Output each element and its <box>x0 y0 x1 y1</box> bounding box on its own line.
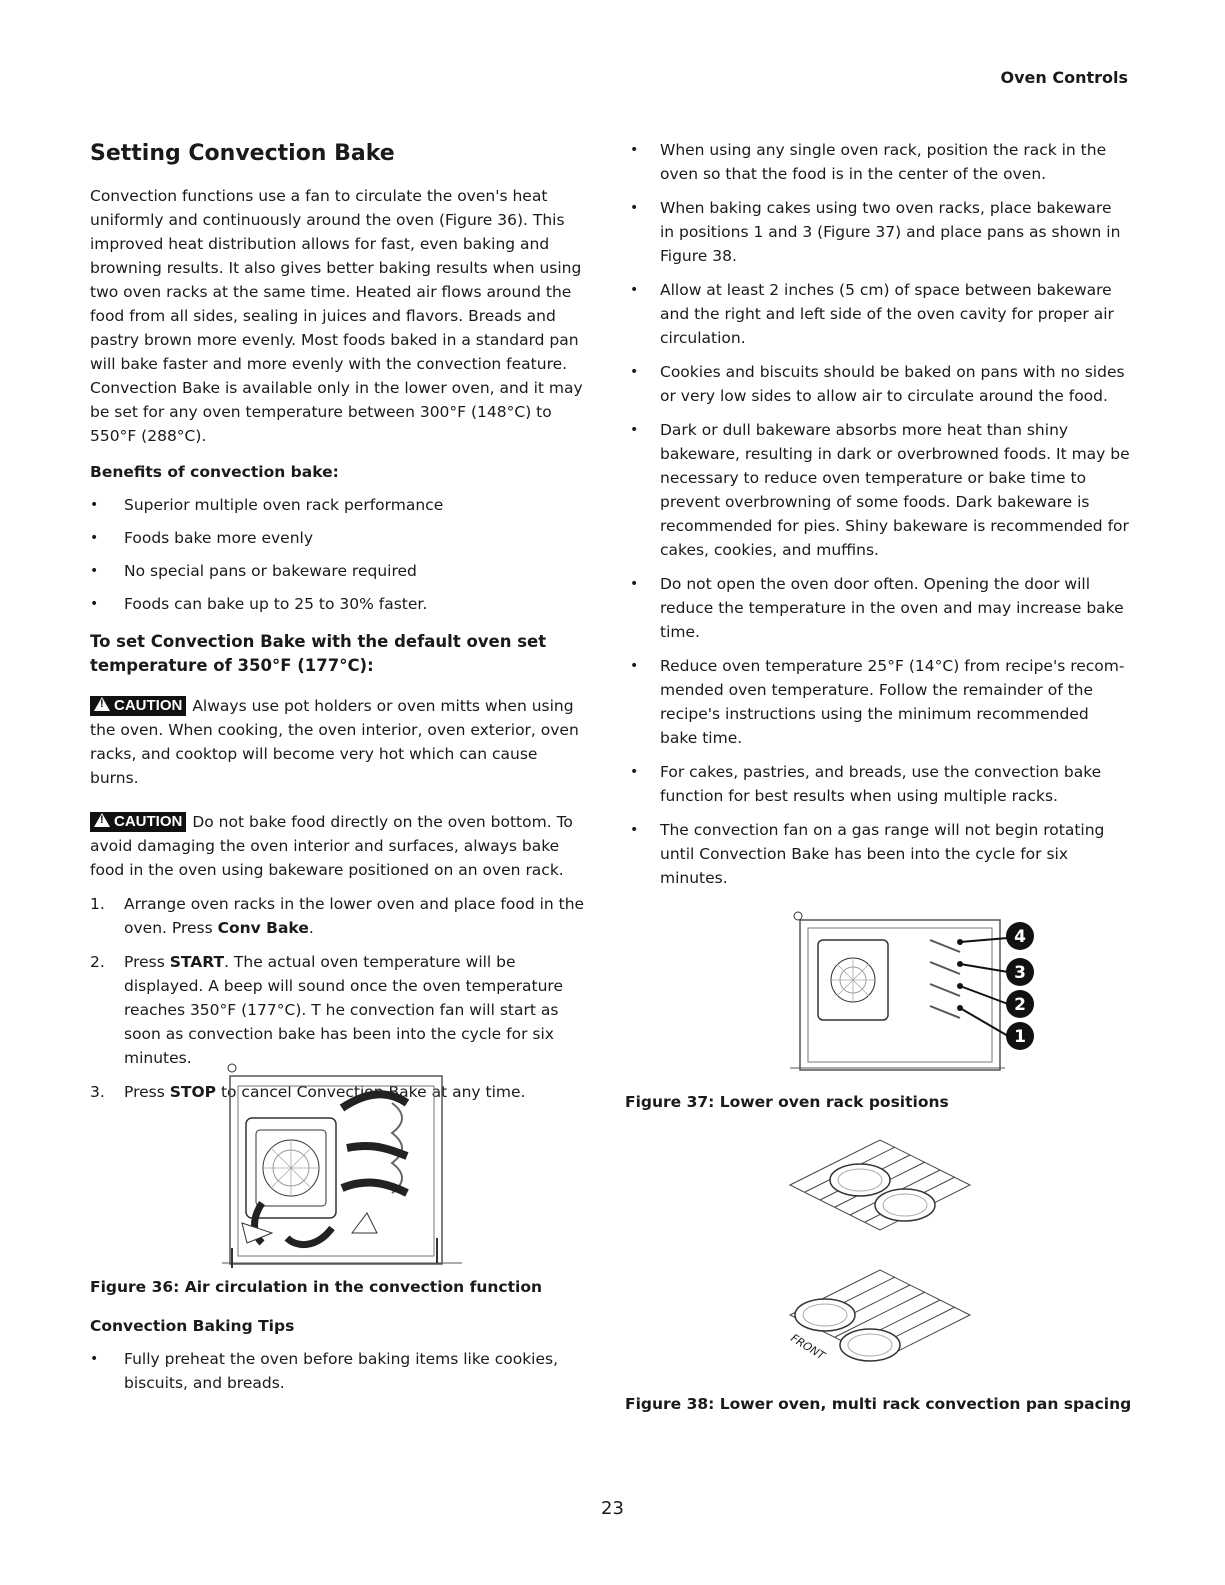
list-item: • Do not open the oven door often. Opening the door will reduce the temperature in the oven and may increase bake time. <box>630 572 1130 644</box>
step-item <box>90 892 590 940</box>
figure-38-pan-spacing <box>785 1135 975 1385</box>
procedure-heading: To set Convection Bake with the default oven set temperature of 350°F (177°C): <box>90 632 547 675</box>
tips-list <box>90 1347 590 1395</box>
left-column <box>90 136 590 1104</box>
step-text: Press <box>124 953 170 971</box>
right-column <box>630 138 1130 900</box>
key-label: START <box>169 953 225 971</box>
list-item: • When baking cakes using two oven racks, place bakeware in positions 1 and 3 (Figure 37) and place pans as shown in Figure 38. <box>630 196 1130 268</box>
step-number: 1. <box>90 895 105 913</box>
right-tips-list <box>630 138 1130 890</box>
warning-triangle-icon <box>94 697 110 711</box>
list-item: • The convection fan on a gas range will not begin rotating until Convection Bake has been into the cycle for six minutes. <box>630 818 1130 890</box>
list-item: • For cakes, pastries, and breads, use the convection bake function for best results when using multiple racks. <box>630 760 1130 808</box>
step-number: 3. <box>90 1083 105 1101</box>
list-item: • Superior multiple oven rack performance <box>90 493 590 517</box>
list-item: • Allow at least 2 inches (5 cm) of space between bakeware and the right and left side of the oven cavity for proper air circulation. <box>630 278 1130 350</box>
figure-36-caption: Figure 36: Air circulation in the convection function <box>90 1278 543 1296</box>
left-column-tips <box>90 1314 590 1395</box>
list-item: • Dark or dull bakeware absorbs more heat than shiny bakeware, resulting in dark or overbrowned foods. It may be necessary to reduce oven temperature or bake time to prevent overbrowning of some foods. Dark bakeware is recommended for pies. Shiny bakeware is recommended for cakes, cookies, and muffins. <box>630 418 1130 562</box>
benefits-list <box>90 493 590 616</box>
front-label: FRONT <box>788 1331 828 1363</box>
step-text: . <box>308 919 314 937</box>
caution-text: Do not bake food directly on the oven bottom. To avoid damaging the oven interior and surfaces, always bake food in the oven using bakeware positioned on an oven rack. <box>90 813 573 879</box>
rack-label: 3 <box>1014 963 1026 983</box>
step-text: Press <box>124 1083 170 1101</box>
list-item: • No special pans or bakeware required <box>90 559 590 583</box>
list-item: • Foods can bake up to 25 to 30% faster. <box>90 592 590 616</box>
benefits-heading: Benefits of convection bake: <box>90 463 339 481</box>
section-title: Setting Convection Bake <box>90 141 395 166</box>
caution-label: CAUTION <box>114 813 183 830</box>
page-number: 23 <box>601 1498 624 1519</box>
key-label: Conv Bake <box>217 919 309 937</box>
tips-heading: Convection Baking Tips <box>90 1317 295 1335</box>
intro-paragraph: Convection functions use a fan to circulate the oven's heat uniformly and continuously around the oven (Figure 36). This improved heat distribution allows for fast, even baking and browning results. It also gives better baking results when using two oven racks at the same time. Heated air flows around the food from all sides, sealing in juices and flavors. Breads and pastry brown more evenly. Most foods baked in a standard pan will bake faster and more evenly with the convection feature. Convection Bake is available only in the lower oven, and it may be set for any oven temperature between 300°F (148°C) to 550°F (288°C). <box>90 187 583 445</box>
list-item: • When using any single oven rack, position the rack in the oven so that the food is in the center of the oven. <box>630 138 1130 186</box>
figure-36-convection-airflow <box>222 1048 462 1273</box>
figure-37-rack-positions <box>790 900 1050 1080</box>
rack-label: 1 <box>1014 1027 1026 1047</box>
warning-triangle-icon <box>94 813 110 827</box>
step-text: to cancel Convection Bake at any time. <box>216 1083 526 1101</box>
step-text: Arrange oven racks in the lower oven and place food in the oven. Press <box>124 895 585 937</box>
caution-paragraph-1 <box>90 694 590 790</box>
list-item: • Fully preheat the oven before baking items like cookies, biscuits, and breads. <box>90 1347 590 1395</box>
rack-label: 4 <box>1014 927 1026 947</box>
figure-37-caption: Figure 37: Lower oven rack positions <box>625 1093 949 1111</box>
caution-text: Always use pot holders or oven mitts when using the oven. When cooking, the oven interior, oven exterior, oven racks, and cooktop will become very hot which can cause burns. <box>90 697 579 787</box>
list-item: • Cookies and biscuits should be baked on pans with no sides or very low sides to allow air to circulate around the food. <box>630 360 1130 408</box>
list-item: • Foods bake more evenly <box>90 526 590 550</box>
caution-paragraph-2 <box>90 810 590 882</box>
key-label: STOP <box>169 1083 217 1101</box>
caution-label: CAUTION <box>114 697 183 714</box>
step-number: 2. <box>90 953 105 971</box>
list-item: • Reduce oven temperature 25°F (14°C) from recipe's recom-mended oven temperature. Follow the remainder of the recipe's instructions using the minimum recommended bake time. <box>630 654 1130 750</box>
rack-label: 2 <box>1014 995 1026 1015</box>
caution-badge <box>90 812 186 832</box>
step-text: . The actual oven temperature will be displayed. A beep will sound once the oven temperature reaches 350°F (177°C). T he convection fan will start as soon as convection bake has been into the cycle for six minutes. <box>124 953 563 1067</box>
figure-38-caption: Figure 38: Lower oven, multi rack convection pan spacing <box>625 1395 1132 1413</box>
caution-badge <box>90 696 186 716</box>
section-header: Oven Controls <box>1000 68 1128 87</box>
